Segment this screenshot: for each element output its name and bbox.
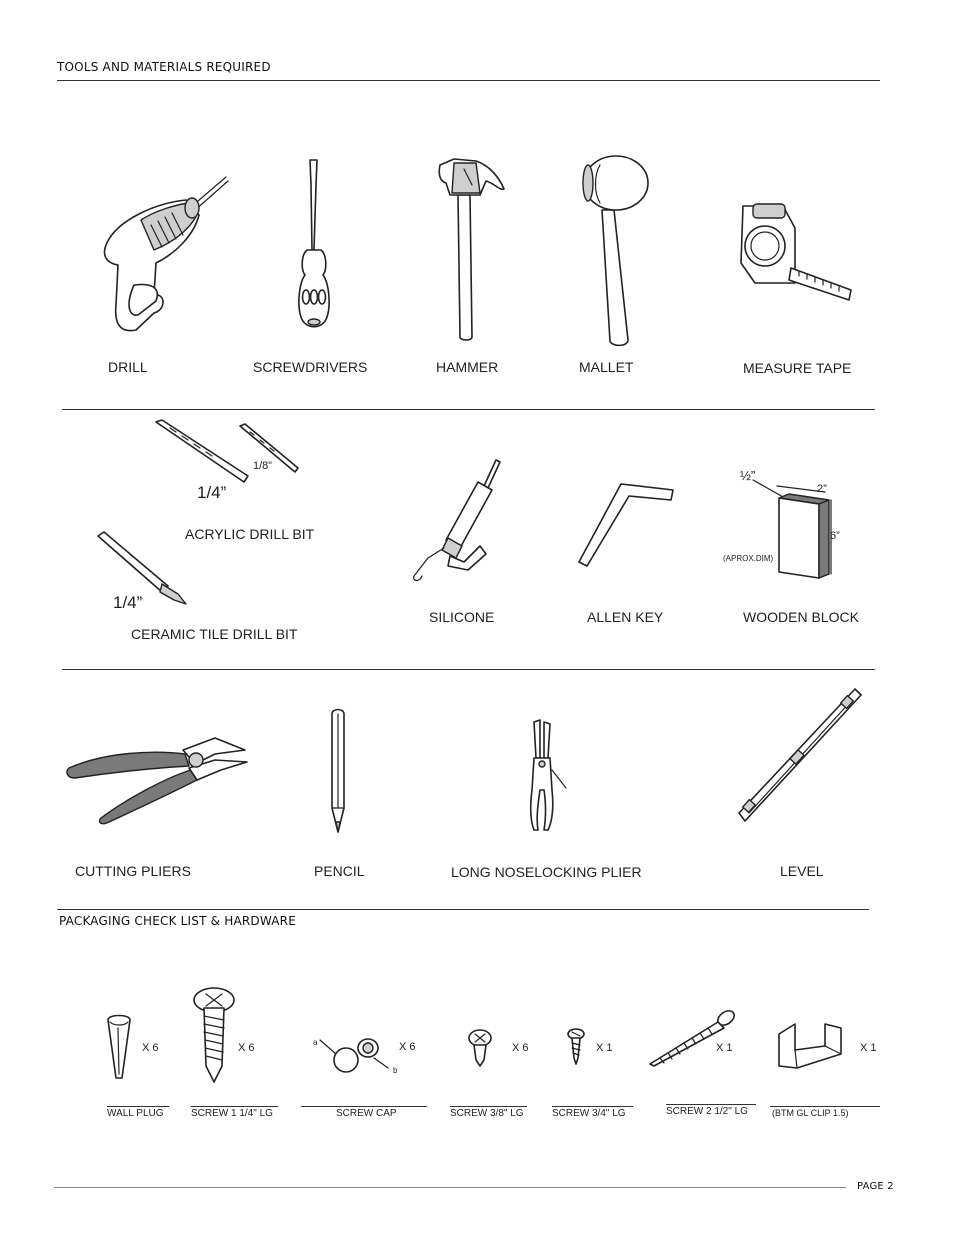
screw-icon — [466, 1028, 496, 1070]
wooden-block-icon — [745, 478, 845, 583]
screwdrivers-label: SCREWDRIVERS — [253, 359, 368, 375]
hammer-icon — [436, 155, 516, 345]
tools-section-title: TOOLS AND MATERIALS REQUIRED — [57, 60, 271, 74]
hardware-qty: X 6 — [142, 1042, 159, 1054]
hardware-underline — [191, 1106, 278, 1107]
allen-key-label: ALLEN KEY — [587, 609, 664, 625]
screw-cap-icon — [318, 1030, 393, 1080]
drill-icon — [96, 175, 236, 335]
hammer-label: HAMMER — [436, 359, 499, 375]
hardware-qty: X 6 — [399, 1041, 416, 1053]
wall-plug-icon — [104, 1012, 136, 1082]
cutting-pliers-icon — [65, 730, 255, 830]
screw-icon — [646, 1008, 738, 1072]
ceramic-bit-size: 1/4” — [113, 593, 143, 612]
ceramic-tile-drill-bit-label: CERAMIC TILE DRILL BIT — [131, 626, 298, 642]
hardware-qty: X 6 — [512, 1042, 529, 1054]
hardware-name: (BTM GL CLIP 1.5) — [772, 1108, 849, 1118]
silicone-gun-icon — [408, 458, 508, 588]
section-divider — [62, 409, 875, 410]
drill-label: DRILL — [108, 359, 148, 375]
section-divider — [57, 80, 880, 81]
packaging-section-title: PACKAGING CHECK LIST & HARDWARE — [59, 914, 296, 928]
mallet-icon — [580, 155, 660, 350]
wooden-block-dim-thickness: ½” — [740, 468, 756, 483]
pencil-label: PENCIL — [314, 863, 365, 879]
clip-icon — [775, 1020, 855, 1075]
hardware-underline — [666, 1104, 756, 1105]
hardware-name: SCREW CAP — [336, 1108, 397, 1119]
measure-tape-label: MEASURE TAPE — [743, 360, 852, 376]
hardware-underline — [107, 1106, 169, 1107]
acrylic-drill-bit-label: ACRYLIC DRILL BIT — [185, 526, 315, 542]
pencil-icon — [326, 708, 352, 838]
wooden-block-label: WOODEN BLOCK — [743, 609, 859, 625]
hardware-name: SCREW 2 1/2" LG — [666, 1106, 748, 1117]
hardware-qty: X 1 — [860, 1042, 877, 1054]
hardware-underline — [552, 1106, 633, 1107]
section-divider — [57, 909, 869, 910]
hardware-underline — [770, 1106, 880, 1107]
acrylic-bit-size-small: 1/8” — [253, 460, 272, 472]
hardware-qty: X 6 — [238, 1042, 255, 1054]
long-nose-locking-plier-label: LONG NOSELOCKING PLIER — [451, 864, 642, 880]
hardware-qty: X 1 — [716, 1042, 733, 1054]
hardware-name: SCREW 1 1/4" LG — [191, 1108, 273, 1119]
hardware-name: SCREW 3/4" LG — [552, 1108, 626, 1119]
hardware-qty: X 1 — [596, 1042, 613, 1054]
hardware-underline — [301, 1106, 427, 1107]
drill-bit-icon — [150, 418, 305, 488]
cutting-pliers-label: CUTTING PLIERS — [75, 863, 191, 879]
mallet-label: MALLET — [579, 359, 634, 375]
allen-key-icon — [575, 480, 680, 570]
drill-bit-icon — [96, 530, 191, 610]
silicone-label: SILICONE — [429, 609, 495, 625]
section-divider — [62, 669, 875, 670]
screw-icon — [566, 1028, 588, 1068]
level-label: LEVEL — [780, 863, 824, 879]
page-number: PAGE 2 — [857, 1181, 894, 1192]
level-icon — [735, 685, 865, 830]
footer-divider — [54, 1187, 846, 1188]
screw-cap-part-b: b — [393, 1066, 398, 1075]
wooden-block-note: (APROX.DIM) — [723, 554, 774, 563]
screw-cap-part-a: a — [313, 1038, 318, 1047]
screw-icon — [190, 986, 240, 1086]
acrylic-bit-size-large: 1/4” — [197, 483, 227, 502]
hardware-name: WALL PLUG — [107, 1108, 164, 1119]
wooden-block-dim-width: 2” — [817, 483, 827, 495]
screwdriver-icon — [295, 155, 335, 335]
wooden-block-dim-height: 6” — [830, 530, 840, 542]
hardware-name: SCREW 3/8" LG — [450, 1108, 524, 1119]
hardware-underline — [450, 1106, 527, 1107]
locking-plier-icon — [522, 718, 572, 833]
measure-tape-icon — [733, 198, 858, 308]
